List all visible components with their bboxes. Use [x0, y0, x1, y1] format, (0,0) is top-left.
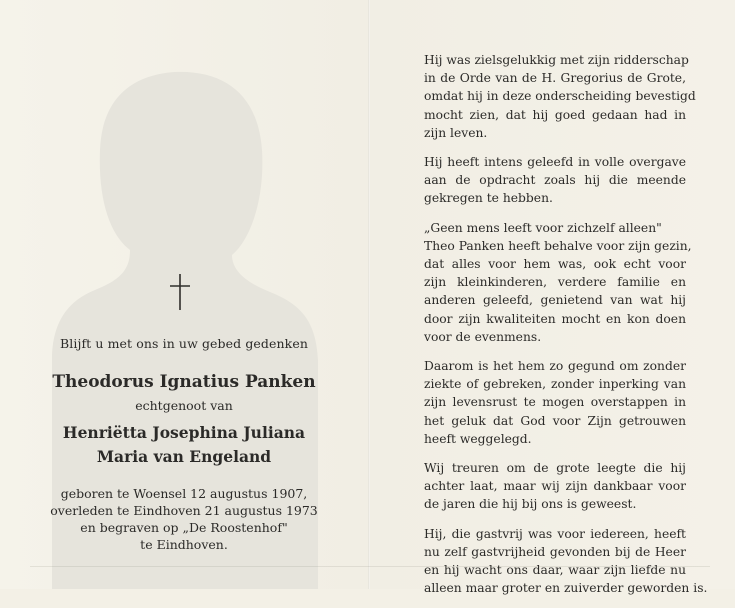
text-line: zijn levensrust te mogen overstappen in: [424, 395, 686, 410]
text-line: alleen maar groter en zuiverder geworden is.: [424, 581, 708, 596]
text-line: Hij heeft intens geleefd in volle overgave: [424, 155, 686, 170]
text-line: en hij wacht ons daar, waar zijn liefde nu: [424, 563, 686, 578]
text-line: Hij was zielsgelukkig met zijn ridderschap: [424, 53, 689, 67]
text-line: gekregen te hebben.: [424, 191, 553, 206]
text-line: het geluk dat God voor Zijn getrouwen: [424, 413, 686, 428]
text-line: Hij, die gastvrij was voor iedereen, heeft: [424, 526, 686, 541]
cross-icon: [166, 272, 194, 312]
spouse-label: echtgenoot van: [135, 398, 233, 413]
life-dates: [0, 485, 368, 553]
text-line: Theo Panken heeft behalve voor zijn gezin,: [424, 238, 692, 253]
text-line: heeft weggelegd.: [424, 431, 532, 446]
card-fold: [368, 0, 370, 589]
text-line: Wij treuren om de grote leegte die hij: [424, 461, 686, 476]
text-line: anderen geleefd, genietend van wat hij: [424, 293, 686, 308]
text-line: voor de evenmens.: [424, 329, 542, 344]
paper-crease: [30, 566, 710, 567]
paragraph: [424, 459, 686, 514]
text-line: zijn leven.: [424, 125, 488, 140]
paragraph: [424, 357, 686, 448]
deceased-name: Theodorus Ignatius Panken: [52, 372, 316, 392]
text-line: zijn kleinkinderen, verdere familie en: [424, 275, 686, 290]
text-line: omdat hij in deze onderscheiding bevestigd: [424, 89, 696, 104]
text-line: in de Orde van de H. Gregorius de Grote,: [424, 71, 686, 86]
text-line: Daarom is het hem zo gegund om zonder: [424, 359, 686, 374]
prayer-line: Blijft u met ons in uw gebed gedenken: [59, 336, 308, 351]
text-line: aan de opdracht zoals hij die meende: [424, 173, 686, 188]
birth-line: geboren te Woensel 12 augustus 1907,: [60, 486, 308, 501]
text-line: door zijn kwaliteiten mocht en kon doen: [424, 311, 686, 326]
memorial-text: [424, 51, 708, 608]
text-line: „Geen mens leeft voor zichzelf alleen": [424, 220, 662, 235]
paragraph: [424, 525, 708, 598]
death-line: overleden te Eindhoven 21 augustus 1973: [50, 503, 318, 518]
paragraph: [424, 153, 686, 208]
text-line: de jaren die hij bij ons is geweest.: [424, 497, 637, 512]
paragraph: [424, 51, 696, 142]
paragraph: [424, 219, 692, 346]
spouse-name-line1: Henriëtta Josephina Juliana: [62, 423, 306, 442]
text-line: dat alles voor hem was, ook echt voor: [424, 257, 686, 272]
text-line: achter laat, maar wij zijn dankbaar voor: [424, 479, 686, 494]
burial-line: en begraven op „De Roostenhof": [80, 520, 288, 535]
text-line: mocht zien, dat hij goed gedaan had in: [424, 107, 686, 122]
burial-place-line: te Eindhoven.: [140, 537, 228, 552]
text-line: nu zelf gastvrijheid gevonden bij de Heer: [424, 544, 686, 559]
spouse-name-line2: Maria van Engeland: [96, 447, 272, 466]
text-line: ziekte of gebreken, zonder inperking van: [424, 377, 686, 392]
